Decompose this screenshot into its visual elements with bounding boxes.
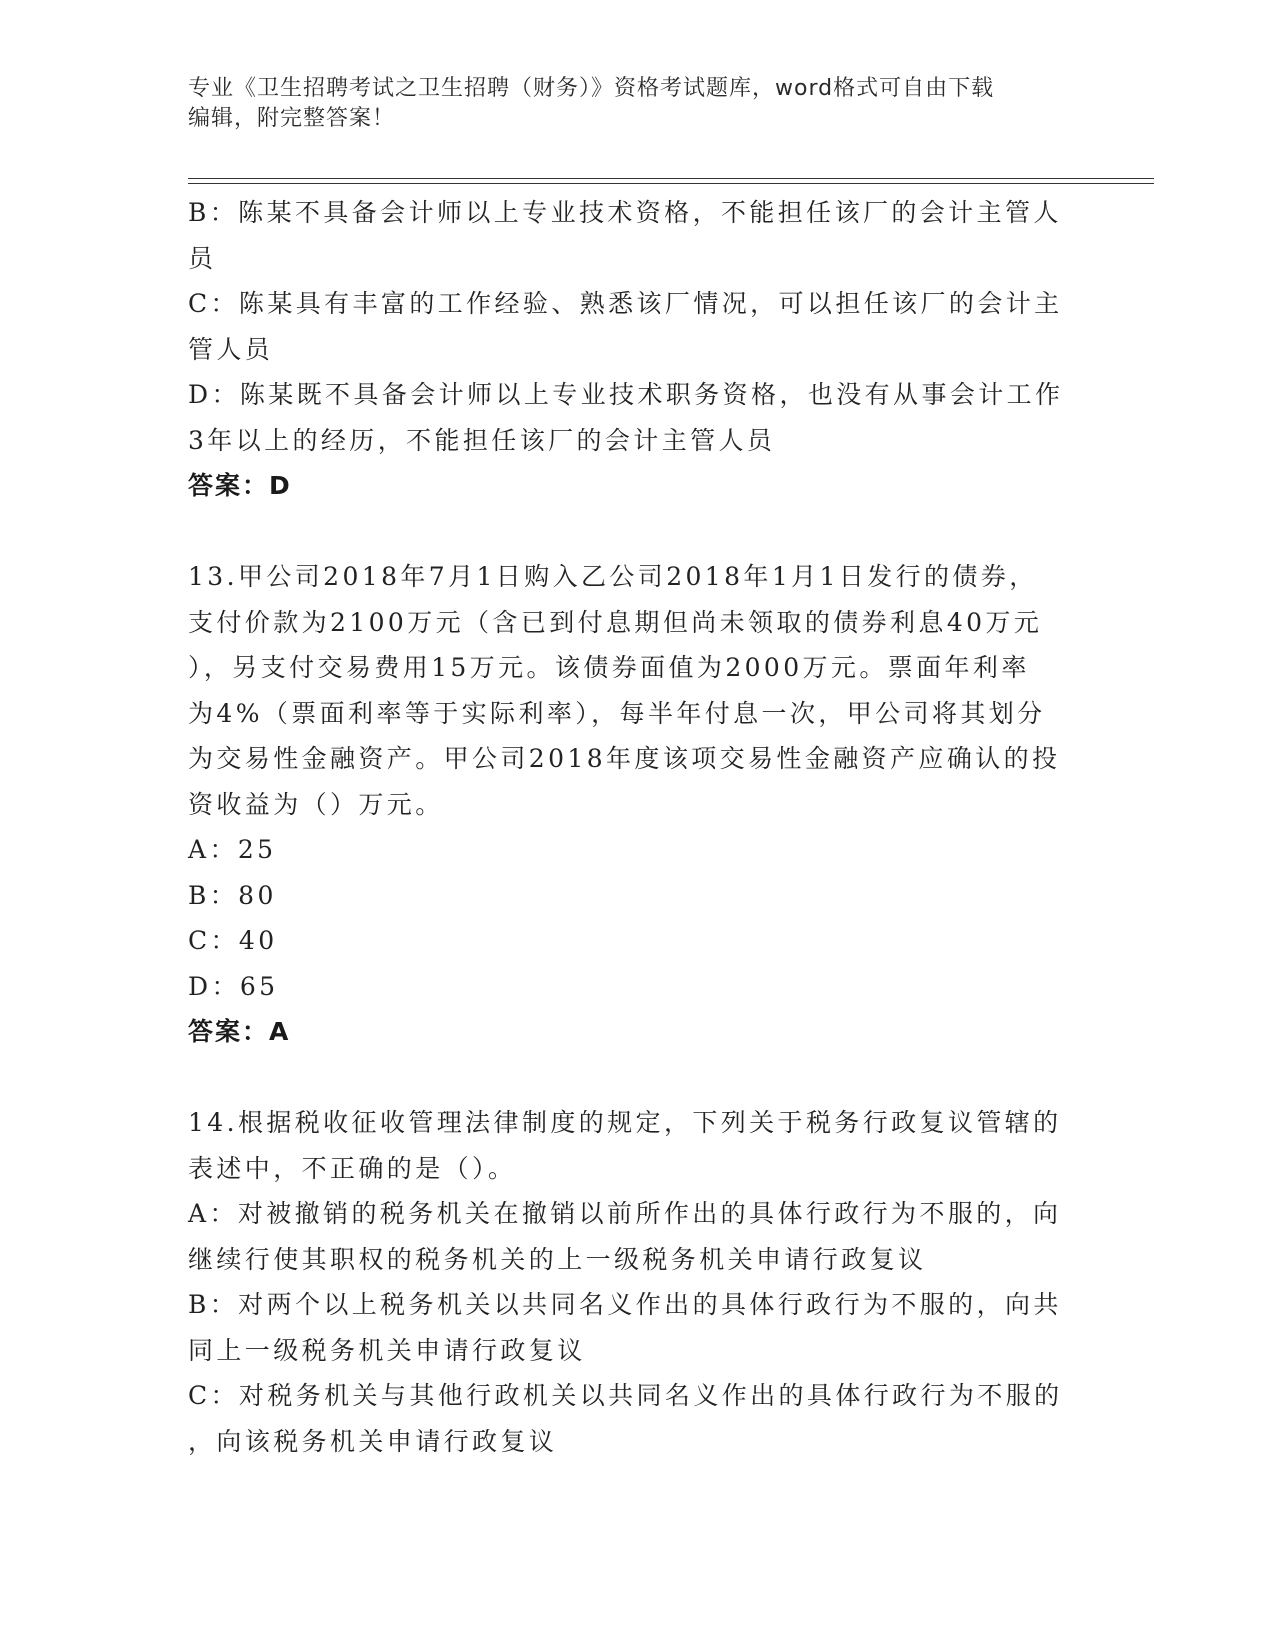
header-line-1: 专业《卫生招聘考试之卫生招聘（财务）》资格考试题库，word格式可自由下载: [188, 76, 995, 101]
q13-stem-line-6: 资收益为（）万元。: [188, 789, 444, 819]
q12-option-c: [188, 281, 1068, 372]
q13-stem-line-5: 为交易性金融资产。甲公司2018年度该项交易性金融资产应确认的投: [188, 744, 1061, 773]
q12-option-c-line-2: 管人员: [188, 334, 274, 364]
q14-option-c-line-2: ，向该税务机关申请行政复议: [188, 1426, 558, 1456]
q12-option-d-line-2: 3年以上的经历，不能担任该厂的会计主管人员: [188, 425, 776, 455]
header-divider-bottom: [188, 183, 1154, 184]
q14-stem-line-1: 14.根据税收征收管理法律制度的规定，下列关于税务行政复议管辖的: [188, 1108, 1062, 1137]
document-header: [188, 74, 1068, 134]
q14-stem: [188, 1100, 1068, 1191]
q13-option-c: C：40: [188, 926, 278, 955]
q14-option-a-line-1: A：对被撤销的税务机关在撤销以前所作出的具体行政行为不服的，向: [188, 1199, 1062, 1228]
q13-option-a: A：25: [188, 835, 277, 864]
q12-answer: 答案：D: [188, 471, 292, 500]
q12-option-d: [188, 372, 1068, 463]
spacer: [188, 509, 1068, 555]
question-14: [188, 1100, 1068, 1464]
q14-stem-line-2: 表述中，不正确的是（）。: [188, 1153, 517, 1183]
header-divider-top: [188, 178, 1154, 179]
question-12-tail: [188, 190, 1068, 509]
q13-stem-line-4: 为4%（票面利率等于实际利率），每半年付息一次，甲公司将其划分: [188, 698, 1046, 728]
q13-stem-line-2: 支付价款为2100万元（含已到付息期但尚未领取的债券利息40万元: [188, 607, 1043, 637]
q13-stem-line-1: 13.甲公司2018年7月1日购入乙公司2018年1月1日发行的债券，: [188, 562, 1038, 591]
spacer: [188, 1055, 1068, 1101]
q14-option-b-line-1: B：对两个以上税务机关以共同名义作出的具体行政行为不服的，向共: [188, 1290, 1062, 1319]
q14-option-b-line-2: 同上一级税务机关申请行政复议: [188, 1335, 586, 1365]
q14-option-a-line-2: 继续行使其职权的税务机关的上一级税务机关申请行政复议: [188, 1244, 927, 1274]
q13-option-b: B：80: [188, 880, 277, 910]
header-line-2: 编辑，附完整答案！: [188, 106, 396, 131]
q14-option-a: [188, 1191, 1068, 1282]
document-body: [188, 190, 1068, 1464]
q13-answer: 答案：A: [188, 1017, 291, 1046]
q13-stem: [188, 554, 1068, 827]
q13-option-d: D：65: [188, 971, 279, 1001]
q12-option-d-line-1: D：陈某既不具备会计师以上专业技术职务资格，也没有从事会计工作: [188, 380, 1064, 409]
q13-stem-line-3: ），另支付交易费用15万元。该债券面值为2000万元。票面年利率: [188, 653, 1030, 682]
question-13: [188, 554, 1068, 1055]
q12-option-c-line-1: C：陈某具有丰富的工作经验、熟悉该厂情况，可以担任该厂的会计主: [188, 289, 1063, 318]
q12-option-b: [188, 190, 1068, 281]
q14-option-c: [188, 1373, 1068, 1464]
q14-option-b: [188, 1282, 1068, 1373]
q14-option-c-line-1: C：对税务机关与其他行政机关以共同名义作出的具体行政行为不服的: [188, 1381, 1063, 1410]
q12-option-b-line-1: B：陈某不具备会计师以上专业技术资格，不能担任该厂的会计主管人: [188, 198, 1062, 227]
q12-option-b-line-2: 员: [188, 243, 217, 273]
